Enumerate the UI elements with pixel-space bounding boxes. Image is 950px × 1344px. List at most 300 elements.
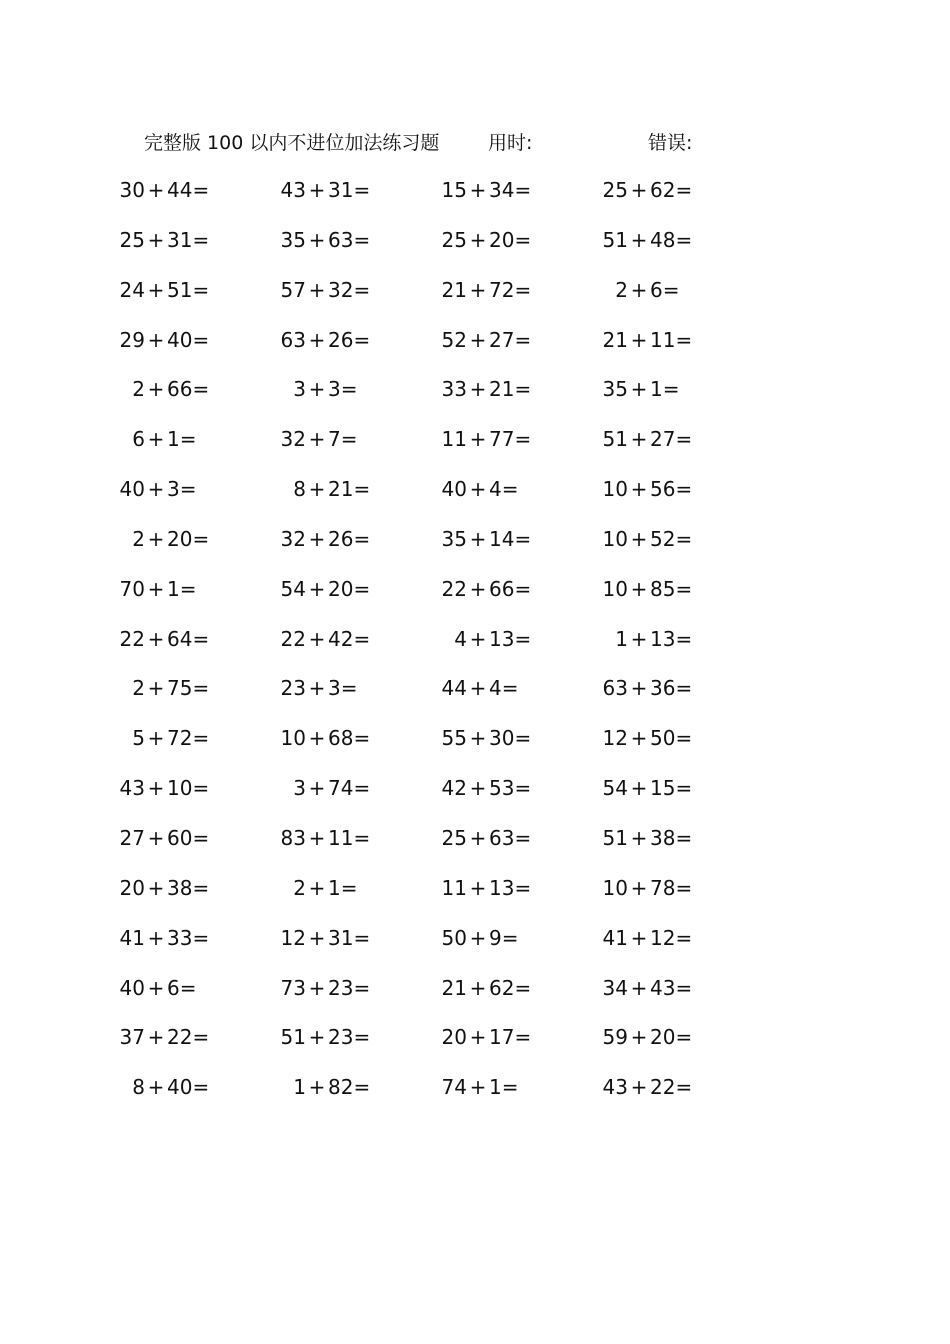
addend-first: 41: [602, 925, 628, 950]
plus-sign: +: [308, 277, 326, 302]
addend-first: 54: [280, 576, 306, 601]
plus-sign: +: [630, 427, 648, 452]
addend-first: 25: [441, 227, 467, 252]
addend-second: 31: [328, 925, 354, 950]
equals-sign: =: [501, 477, 519, 502]
plus-sign: +: [147, 227, 165, 252]
equals-sign: =: [675, 178, 693, 202]
plus-sign: +: [630, 377, 648, 402]
addition-problem: [433, 575, 553, 603]
plus-sign: +: [630, 178, 648, 202]
addend-first: 1: [615, 626, 628, 651]
equals-sign: =: [353, 626, 371, 651]
addition-problem: [272, 1023, 392, 1051]
equals-sign: =: [675, 576, 693, 601]
addition-problem: [272, 176, 392, 204]
addition-problem: [111, 1073, 231, 1101]
equals-sign: =: [192, 825, 210, 850]
problem-row: [0, 575, 950, 625]
addend-second: 13: [489, 626, 515, 651]
equals-sign: =: [353, 327, 371, 352]
equals-sign: =: [179, 975, 197, 1000]
addition-problem: [111, 575, 231, 603]
addend-second: 1: [167, 427, 180, 452]
addend-first: 55: [441, 726, 467, 751]
time-label: 用时:: [488, 132, 533, 154]
plus-sign: +: [308, 925, 326, 950]
addend-first: 8: [293, 477, 306, 502]
plus-sign: +: [469, 726, 487, 751]
addition-problem: [594, 1073, 714, 1101]
plus-sign: +: [308, 676, 326, 701]
addend-first: 12: [602, 726, 628, 751]
addend-second: 21: [328, 477, 354, 502]
plus-sign: +: [469, 626, 487, 651]
addend-first: 21: [441, 277, 467, 302]
plus-sign: +: [147, 1025, 165, 1050]
plus-sign: +: [147, 526, 165, 551]
addend-first: 30: [119, 178, 145, 202]
plus-sign: +: [630, 925, 648, 950]
equals-sign: =: [514, 726, 532, 751]
addend-second: 48: [650, 227, 676, 252]
equals-sign: =: [192, 875, 210, 900]
plus-sign: +: [308, 227, 326, 252]
addend-first: 10: [602, 477, 628, 502]
addition-problem: [272, 425, 392, 453]
addend-first: 2: [132, 526, 145, 551]
plus-sign: +: [469, 875, 487, 900]
plus-sign: +: [630, 327, 648, 352]
problem-row: [0, 525, 950, 575]
equals-sign: =: [662, 277, 680, 302]
plus-sign: +: [308, 726, 326, 751]
addend-first: 70: [119, 576, 145, 601]
equals-sign: =: [192, 776, 210, 801]
addend-first: 23: [280, 676, 306, 701]
addend-second: 22: [167, 1025, 193, 1050]
addition-problem: [272, 1073, 392, 1101]
addend-first: 5: [132, 726, 145, 751]
addend-second: 38: [167, 875, 193, 900]
addend-second: 74: [328, 776, 354, 801]
equals-sign: =: [353, 477, 371, 502]
addition-problem: [272, 226, 392, 254]
plus-sign: +: [630, 975, 648, 1000]
addend-second: 26: [328, 327, 354, 352]
addend-second: 1: [167, 576, 180, 601]
addend-first: 32: [280, 526, 306, 551]
addition-problem: [111, 226, 231, 254]
addition-problem: [594, 625, 714, 653]
equals-sign: =: [514, 1025, 532, 1050]
addition-problem: [272, 276, 392, 304]
problem-row: [0, 924, 950, 974]
problem-grid: [0, 176, 950, 1123]
equals-sign: =: [514, 277, 532, 302]
equals-sign: =: [675, 776, 693, 801]
addend-second: 10: [167, 776, 193, 801]
addition-problem: [594, 226, 714, 254]
plus-sign: +: [147, 975, 165, 1000]
addend-second: 85: [650, 576, 676, 601]
plus-sign: +: [469, 477, 487, 502]
addition-problem: [111, 326, 231, 354]
addend-second: 33: [167, 925, 193, 950]
addition-problem: [272, 625, 392, 653]
addend-first: 22: [119, 626, 145, 651]
addend-first: 10: [602, 576, 628, 601]
equals-sign: =: [192, 1025, 210, 1050]
equals-sign: =: [192, 526, 210, 551]
addend-first: 40: [119, 477, 145, 502]
plus-sign: +: [308, 776, 326, 801]
equals-sign: =: [340, 427, 358, 452]
addend-first: 6: [132, 427, 145, 452]
addend-first: 11: [441, 875, 467, 900]
addition-problem: [433, 824, 553, 852]
plus-sign: +: [630, 875, 648, 900]
addend-first: 74: [441, 1075, 467, 1100]
addition-problem: [433, 176, 553, 204]
addend-first: 40: [441, 477, 467, 502]
addend-second: 64: [167, 626, 193, 651]
equals-sign: =: [514, 776, 532, 801]
addend-second: 17: [489, 1025, 515, 1050]
plus-sign: +: [308, 1075, 326, 1100]
addend-first: 25: [602, 178, 628, 202]
plus-sign: +: [630, 277, 648, 302]
addend-second: 40: [167, 1075, 193, 1100]
plus-sign: +: [469, 277, 487, 302]
equals-sign: =: [675, 427, 693, 452]
plus-sign: +: [308, 825, 326, 850]
addend-second: 31: [328, 178, 354, 202]
addend-second: 72: [167, 726, 193, 751]
equals-sign: =: [675, 227, 693, 252]
addend-second: 23: [328, 1025, 354, 1050]
addend-second: 62: [650, 178, 676, 202]
addend-first: 10: [602, 875, 628, 900]
problem-row: [0, 974, 950, 1024]
addend-first: 51: [602, 227, 628, 252]
plus-sign: +: [469, 576, 487, 601]
addend-first: 63: [280, 327, 306, 352]
addition-problem: [433, 226, 553, 254]
addend-first: 25: [119, 227, 145, 252]
addend-second: 21: [489, 377, 515, 402]
addend-first: 20: [119, 875, 145, 900]
addition-problem: [433, 475, 553, 503]
addend-second: 1: [328, 875, 341, 900]
addition-problem: [594, 276, 714, 304]
equals-sign: =: [353, 1025, 371, 1050]
equals-sign: =: [179, 477, 197, 502]
plus-sign: +: [630, 726, 648, 751]
addend-first: 43: [119, 776, 145, 801]
equals-sign: =: [192, 327, 210, 352]
addend-first: 4: [454, 626, 467, 651]
addend-second: 12: [650, 925, 676, 950]
addend-second: 63: [489, 825, 515, 850]
plus-sign: +: [630, 526, 648, 551]
addition-problem: [433, 375, 553, 403]
equals-sign: =: [514, 427, 532, 452]
addition-problem: [594, 874, 714, 902]
addition-problem: [272, 874, 392, 902]
addition-problem: [111, 674, 231, 702]
addition-problem: [111, 425, 231, 453]
equals-sign: =: [514, 875, 532, 900]
problem-row: [0, 874, 950, 924]
addend-first: 35: [280, 227, 306, 252]
addition-problem: [272, 525, 392, 553]
addition-problem: [272, 724, 392, 752]
addend-first: 50: [441, 925, 467, 950]
plus-sign: +: [469, 227, 487, 252]
addend-second: 27: [650, 427, 676, 452]
addition-problem: [433, 276, 553, 304]
addend-second: 51: [167, 277, 193, 302]
plus-sign: +: [147, 875, 165, 900]
addition-problem: [111, 525, 231, 553]
equals-sign: =: [353, 726, 371, 751]
addition-problem: [594, 525, 714, 553]
addend-first: 37: [119, 1025, 145, 1050]
equals-sign: =: [192, 626, 210, 651]
problem-row: [0, 475, 950, 525]
problem-row: [0, 774, 950, 824]
addend-first: 52: [441, 327, 467, 352]
equals-sign: =: [353, 576, 371, 601]
addend-first: 2: [132, 676, 145, 701]
equals-sign: =: [340, 377, 358, 402]
plus-sign: +: [308, 576, 326, 601]
problem-row: [0, 1073, 950, 1123]
equals-sign: =: [192, 227, 210, 252]
addend-second: 66: [167, 377, 193, 402]
addition-problem: [272, 674, 392, 702]
equals-sign: =: [514, 227, 532, 252]
equals-sign: =: [514, 825, 532, 850]
equals-sign: =: [514, 576, 532, 601]
addend-second: 63: [328, 227, 354, 252]
addend-second: 36: [650, 676, 676, 701]
addition-problem: [433, 874, 553, 902]
addend-second: 34: [489, 178, 515, 202]
addend-first: 34: [602, 975, 628, 1000]
addition-problem: [272, 475, 392, 503]
addend-second: 56: [650, 477, 676, 502]
addend-second: 82: [328, 1075, 354, 1100]
plus-sign: +: [147, 327, 165, 352]
plus-sign: +: [630, 626, 648, 651]
equals-sign: =: [675, 676, 693, 701]
equals-sign: =: [192, 925, 210, 950]
addend-second: 13: [650, 626, 676, 651]
addend-first: 10: [602, 526, 628, 551]
equals-sign: =: [501, 676, 519, 701]
addend-second: 66: [489, 576, 515, 601]
equals-sign: =: [514, 178, 532, 202]
addend-first: 42: [441, 776, 467, 801]
addend-second: 14: [489, 526, 515, 551]
addend-second: 3: [328, 676, 341, 701]
plus-sign: +: [308, 626, 326, 651]
addition-problem: [272, 824, 392, 852]
addend-first: 2: [615, 277, 628, 302]
equals-sign: =: [179, 427, 197, 452]
problem-row: [0, 326, 950, 376]
equals-sign: =: [192, 277, 210, 302]
plus-sign: +: [147, 825, 165, 850]
addition-problem: [111, 176, 231, 204]
problem-row: [0, 276, 950, 326]
plus-sign: +: [630, 825, 648, 850]
equals-sign: =: [514, 975, 532, 1000]
addend-second: 3: [328, 377, 341, 402]
plus-sign: +: [308, 377, 326, 402]
plus-sign: +: [147, 576, 165, 601]
addend-first: 21: [441, 975, 467, 1000]
plus-sign: +: [147, 626, 165, 651]
addition-problem: [272, 924, 392, 952]
plus-sign: +: [469, 327, 487, 352]
equals-sign: =: [675, 1025, 693, 1050]
addend-second: 3: [167, 477, 180, 502]
addend-second: 60: [167, 825, 193, 850]
problem-row: [0, 724, 950, 774]
addend-second: 30: [489, 726, 515, 751]
addend-first: 44: [441, 676, 467, 701]
addition-problem: [111, 774, 231, 802]
addend-first: 35: [441, 526, 467, 551]
addition-problem: [272, 974, 392, 1002]
addend-first: 63: [602, 676, 628, 701]
problem-row: [0, 824, 950, 874]
addend-second: 32: [328, 277, 354, 302]
addend-first: 83: [280, 825, 306, 850]
addend-second: 23: [328, 975, 354, 1000]
addend-second: 1: [650, 377, 663, 402]
addition-problem: [594, 475, 714, 503]
equals-sign: =: [675, 925, 693, 950]
plus-sign: +: [630, 1075, 648, 1100]
addend-second: 75: [167, 676, 193, 701]
equals-sign: =: [353, 227, 371, 252]
addition-problem: [433, 525, 553, 553]
plus-sign: +: [630, 776, 648, 801]
addition-problem: [594, 1023, 714, 1051]
addend-first: 29: [119, 327, 145, 352]
equals-sign: =: [514, 526, 532, 551]
plus-sign: +: [147, 1075, 165, 1100]
plus-sign: +: [469, 178, 487, 202]
plus-sign: +: [469, 1025, 487, 1050]
equals-sign: =: [340, 676, 358, 701]
plus-sign: +: [308, 526, 326, 551]
addition-problem: [433, 326, 553, 354]
equals-sign: =: [662, 377, 680, 402]
addition-problem: [594, 674, 714, 702]
addition-problem: [433, 924, 553, 952]
addend-first: 2: [132, 377, 145, 402]
addend-second: 13: [489, 875, 515, 900]
addend-second: 15: [650, 776, 676, 801]
equals-sign: =: [675, 1075, 693, 1100]
equals-sign: =: [353, 825, 371, 850]
equals-sign: =: [675, 526, 693, 551]
addition-problem: [111, 924, 231, 952]
addend-first: 1: [293, 1075, 306, 1100]
plus-sign: +: [147, 925, 165, 950]
plus-sign: +: [630, 676, 648, 701]
addition-problem: [111, 625, 231, 653]
addend-second: 31: [167, 227, 193, 252]
addition-problem: [433, 625, 553, 653]
addend-second: 43: [650, 975, 676, 1000]
addend-second: 52: [650, 526, 676, 551]
addend-second: 4: [489, 477, 502, 502]
equals-sign: =: [675, 975, 693, 1000]
plus-sign: +: [469, 377, 487, 402]
problem-row: [0, 375, 950, 425]
addend-first: 22: [280, 626, 306, 651]
addend-second: 50: [650, 726, 676, 751]
addition-problem: [433, 774, 553, 802]
plus-sign: +: [308, 477, 326, 502]
addend-first: 27: [119, 825, 145, 850]
addend-first: 11: [441, 427, 467, 452]
addend-second: 20: [489, 227, 515, 252]
addend-first: 20: [441, 1025, 467, 1050]
plus-sign: +: [308, 327, 326, 352]
addend-second: 53: [489, 776, 515, 801]
addition-problem: [594, 824, 714, 852]
worksheet-title: 完整版 100 以内不进位加法练习题: [144, 132, 440, 154]
addend-second: 72: [489, 277, 515, 302]
errors-label: 错误:: [648, 132, 693, 154]
equals-sign: =: [192, 726, 210, 751]
addend-first: 51: [602, 427, 628, 452]
addend-second: 20: [167, 526, 193, 551]
plus-sign: +: [630, 576, 648, 601]
plus-sign: +: [630, 477, 648, 502]
addend-first: 54: [602, 776, 628, 801]
plus-sign: +: [147, 277, 165, 302]
addition-problem: [111, 375, 231, 403]
plus-sign: +: [147, 377, 165, 402]
plus-sign: +: [147, 178, 165, 202]
equals-sign: =: [501, 1075, 519, 1100]
addition-problem: [433, 974, 553, 1002]
equals-sign: =: [353, 776, 371, 801]
addition-problem: [594, 924, 714, 952]
equals-sign: =: [179, 576, 197, 601]
addend-second: 27: [489, 327, 515, 352]
addend-second: 20: [328, 576, 354, 601]
equals-sign: =: [192, 178, 210, 202]
addend-second: 38: [650, 825, 676, 850]
equals-sign: =: [353, 975, 371, 1000]
plus-sign: +: [308, 975, 326, 1000]
addend-second: 77: [489, 427, 515, 452]
addend-second: 1: [489, 1075, 502, 1100]
addend-first: 8: [132, 1075, 145, 1100]
worksheet-header: [144, 128, 764, 158]
plus-sign: +: [147, 427, 165, 452]
plus-sign: +: [308, 178, 326, 202]
